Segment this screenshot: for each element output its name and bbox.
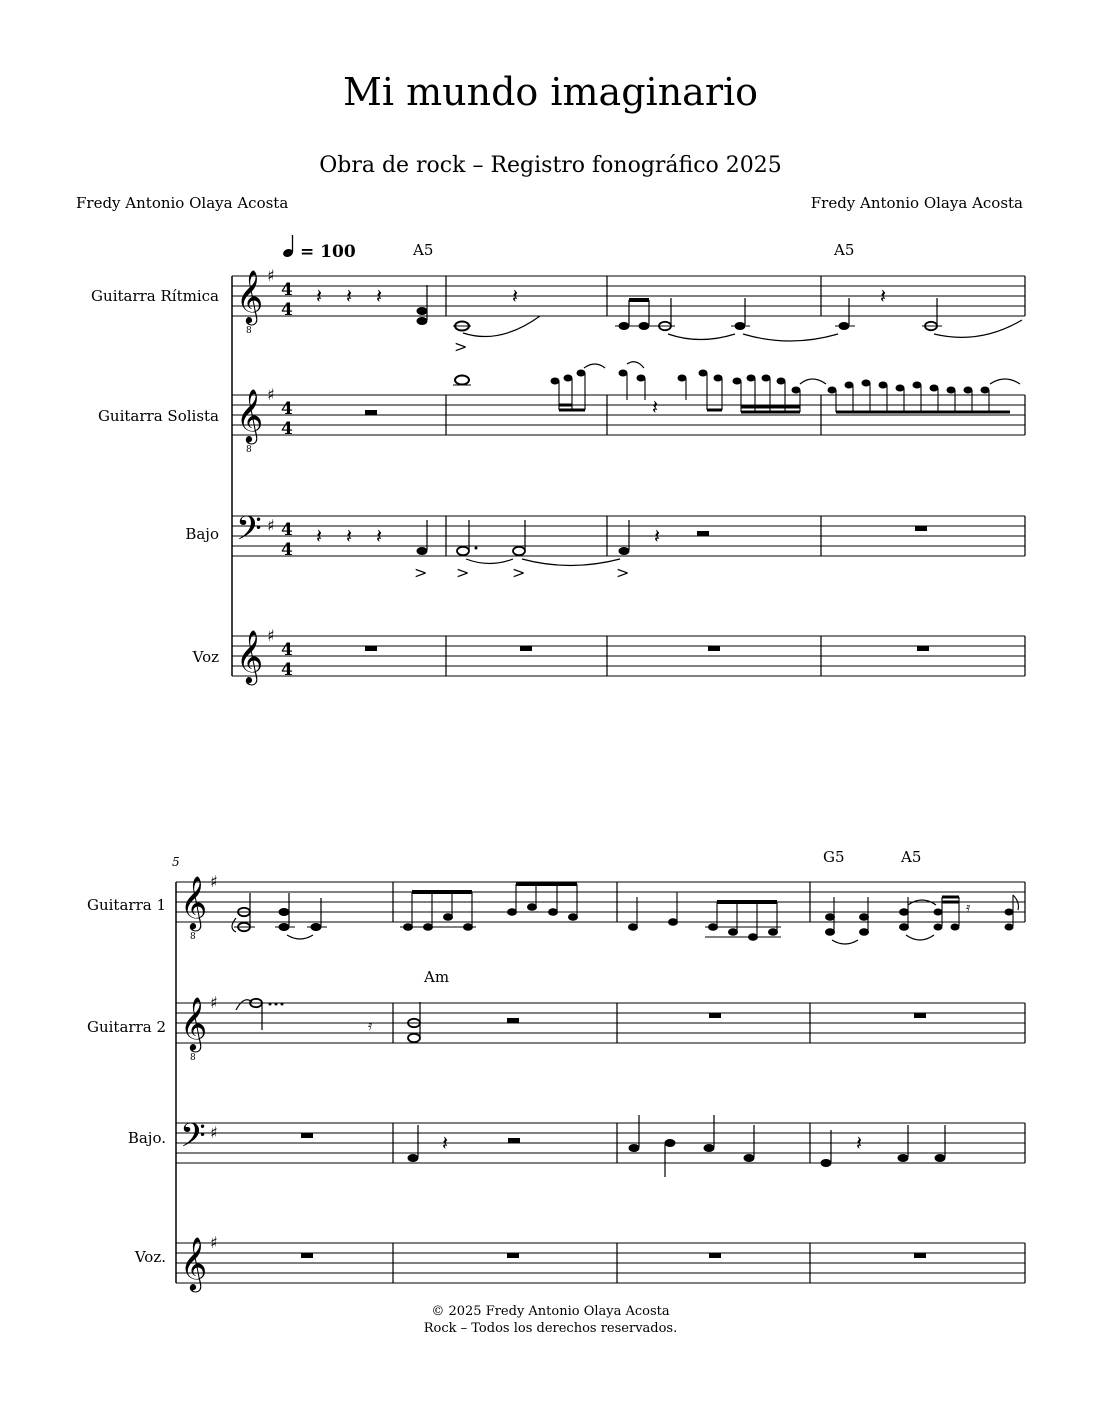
sixteenth-rest-icon: 𝄿 — [368, 1018, 373, 1034]
sharp-icon: ♯ — [210, 993, 218, 1012]
staff-7-notes — [301, 1115, 946, 1177]
svg-text:4: 4 — [281, 280, 293, 300]
octave-8-icon: 8 — [190, 932, 196, 942]
staff-label: Guitarra Solista — [97, 407, 219, 425]
chord-symbol: A5 — [901, 848, 922, 866]
staff-4-rests — [365, 646, 929, 651]
sixteenth-rest-icon: 𝄿 — [966, 900, 971, 916]
octave-8-icon: 8 — [246, 445, 252, 455]
time-signature — [281, 280, 293, 680]
svg-text:>: > — [414, 563, 428, 582]
chord-symbol: A5 — [834, 241, 855, 259]
svg-text:4: 4 — [281, 540, 293, 560]
sharp-icon: ♯ — [210, 872, 218, 891]
treble-clef-icon: 𝄞 — [180, 996, 208, 1050]
staff-label: Voz — [192, 648, 219, 666]
staff-3-notes — [316, 520, 927, 582]
treble-clef-icon: 𝄞 — [236, 269, 264, 323]
barlines — [446, 276, 1025, 676]
footer — [0, 1303, 1101, 1337]
staff-lines — [176, 882, 1025, 1283]
staff-label: Bajo — [185, 525, 219, 543]
svg-text:>: > — [456, 563, 470, 582]
svg-text:>: > — [512, 563, 526, 582]
quarter-rest-icon: 𝄽 — [512, 284, 519, 308]
octave-8-icon: 8 — [190, 1053, 196, 1063]
staff-1-notes — [316, 284, 1022, 356]
quarter-rest-icon: 𝄽 — [376, 524, 383, 548]
composer-left: Fredy Antonio Olaya Acosta — [76, 194, 289, 212]
quarter-rest-icon: 𝄽 — [346, 284, 353, 308]
staff-label: Voz. — [134, 1248, 166, 1266]
sharp-icon: ♯ — [267, 266, 275, 285]
staff-8-rests — [301, 1253, 926, 1258]
staff-5-notes — [232, 884, 1018, 944]
staff-label: Guitarra Rítmica — [91, 287, 219, 305]
staff-label: Bajo. — [127, 1129, 166, 1147]
score-subtitle: Obra de rock – Registro fonográfico 2025 — [319, 153, 782, 178]
quarter-rest-icon: 𝄽 — [442, 1131, 449, 1155]
score-title: Mi mundo imaginario — [342, 70, 759, 114]
chord-symbol: G5 — [823, 848, 845, 866]
quarter-rest-icon: 𝄽 — [654, 524, 661, 548]
system-1 — [91, 235, 1025, 685]
staff-6-notes — [236, 999, 926, 1042]
treble-clef-icon: 𝄞 — [180, 875, 208, 929]
quarter-rest-icon: 𝄽 — [856, 1131, 863, 1155]
octave-8-icon: 8 — [246, 326, 252, 336]
sharp-icon: ♯ — [267, 385, 275, 404]
quarter-rest-icon: 𝄽 — [346, 524, 353, 548]
quarter-rest-icon: 𝄽 — [880, 284, 887, 308]
measure-number: 5 — [172, 855, 180, 869]
treble-clef-icon: 𝄞 — [236, 629, 264, 683]
staff-label: Guitarra 1 — [86, 896, 166, 914]
sharp-icon: ♯ — [267, 626, 275, 645]
sharp-icon: ♯ — [210, 1123, 218, 1142]
quarter-rest-icon: 𝄽 — [316, 524, 323, 548]
svg-text:4: 4 — [281, 300, 293, 320]
quarter-rest-icon: 𝄽 — [652, 395, 659, 419]
sharp-icon: ♯ — [210, 1233, 218, 1252]
svg-text:4: 4 — [281, 660, 293, 680]
tempo-value: = 100 — [300, 242, 356, 262]
chord-symbol: A5 — [413, 241, 434, 259]
svg-text:4: 4 — [281, 520, 293, 540]
tempo-marking — [282, 235, 356, 262]
copyright-line: © 2025 Fredy Antonio Olaya Acosta — [431, 1304, 670, 1319]
svg-text:>: > — [454, 337, 468, 356]
sharp-icon: ♯ — [267, 516, 275, 535]
barlines — [393, 882, 1025, 1283]
staff-2-notes — [365, 362, 1020, 419]
svg-text:>: > — [616, 563, 630, 582]
rights-line: Rock – Todos los derechos reservados. — [423, 1321, 678, 1336]
svg-text:4: 4 — [281, 419, 293, 439]
composer-right: Fredy Antonio Olaya Acosta — [810, 194, 1023, 212]
svg-text:4: 4 — [281, 640, 293, 660]
bass-clef-icon: 𝄢 — [236, 510, 262, 556]
quarter-rest-icon: 𝄽 — [376, 284, 383, 308]
chord-symbol: Am — [424, 968, 450, 986]
bass-clef-icon: 𝄢 — [180, 1117, 206, 1163]
quarter-rest-icon: 𝄽 — [316, 284, 323, 308]
svg-text:4: 4 — [281, 399, 293, 419]
treble-clef-icon: 𝄞 — [236, 388, 264, 442]
system-2 — [87, 848, 1025, 1292]
treble-clef-icon: 𝄞 — [180, 1236, 208, 1290]
staff-lines — [232, 276, 1025, 676]
staff-label: Guitarra 2 — [86, 1018, 166, 1036]
